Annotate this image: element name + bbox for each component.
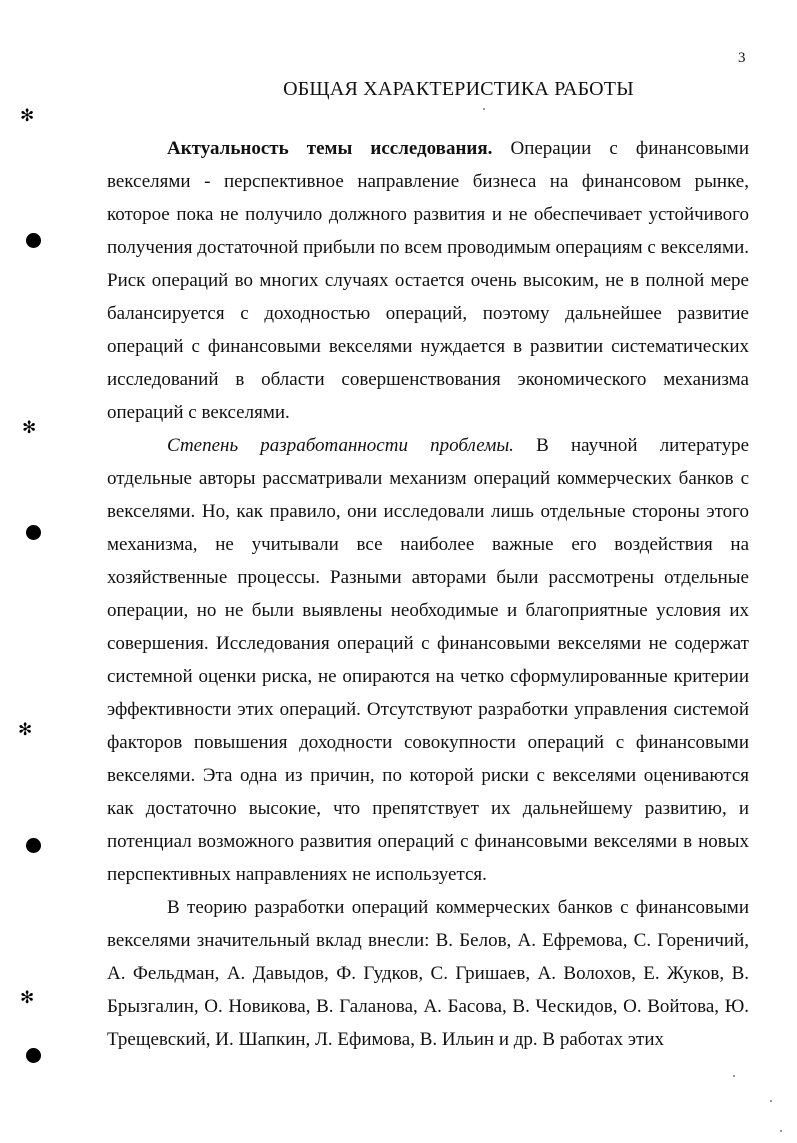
scan-speck [770, 1100, 772, 1102]
paragraph-lead: Актуальность темы исследования. [167, 138, 493, 159]
document-body [107, 132, 749, 1056]
scan-speck [780, 1130, 782, 1132]
page-title [0, 78, 797, 101]
paragraph-relevance [107, 132, 749, 429]
page-title-text: ОБЩАЯ ХАРАКТЕРИСТИКА РАБОТЫ [283, 78, 634, 100]
paragraph-text: Операции с финансовыми векселями - перспективное направление бизнеса на финансовом рынке, которое пока не получило должного развития и не обеспечивает устойчивого получения достаточной прибыли по всем проводимым операциям с векселями. Риск операций во многих случаях остается очень высоким, не в полной мере балансируется с доходностью операций, поэтому дальнейшее развитие операций с финансовыми векселями нуждается в развитии систематических исследований в области совершенствования экономического механизма операций с векселями. [107, 138, 749, 423]
binding-hole-mark [26, 233, 41, 248]
scan-speck [733, 1075, 735, 1077]
binding-hole-mark [26, 838, 41, 853]
paragraph-contributors [107, 891, 749, 1056]
paragraph-text: В теорию разработки операций коммерческих банков с финансовыми векселями значительный вклад внесли: В. Белов, А. Ефремова, С. Гореничий, А. Фельдман, А. Давыдов, Ф. Гудков, С. Гришаев, А. Волохов, Е. Жуков, В. Брызгалин, О. Новикова, В. Галанова, А. Басова, В. Ческидов, О. Войтова, Ю. Трещевский, И. Шапкин, Л. Ефимова, В. Ильин и др. В работах этих [107, 897, 749, 1050]
margin-scan-mark-icon: ✻ [20, 988, 35, 1008]
binding-hole-mark [26, 525, 41, 540]
paragraph-development [107, 429, 749, 891]
paragraph-lead: Степень разработанности проблемы. [167, 435, 514, 456]
scan-speck [483, 108, 485, 110]
margin-scan-mark-icon: ✻ [18, 720, 33, 740]
margin-scan-mark-icon: ✻ [22, 418, 37, 438]
margin-scan-mark-icon: ✻ [20, 106, 35, 126]
page-number: 3 [738, 50, 746, 66]
binding-hole-mark [26, 1048, 41, 1063]
paragraph-text: В научной литературе отдельные авторы рассматривали механизм операций коммерческих банков с векселями. Но, как правило, они исследовали лишь отдельные стороны этого механизма, не учитывали все наиболее важные его воздействия на хозяйственные процессы. Разными авторами были рассмотрены отдельные операции, но не были выявлены необходимые и благоприятные условия их совершения. Исследования операций с финансовыми векселями не содержат системной оценки риска, не опираются на четко сформулированные критерии эффективности этих операций. Отсутствуют разработки управления системой факторов повышения доходности совокупности операций с финансовыми векселями. Эта одна из причин, по которой риски с векселями оцениваются как достаточно высокие, что препятствует их дальнейшему развитию, и потенциал возможного развития операций с финансовыми векселями в новых перспективных направлениях не используется. [107, 435, 750, 885]
